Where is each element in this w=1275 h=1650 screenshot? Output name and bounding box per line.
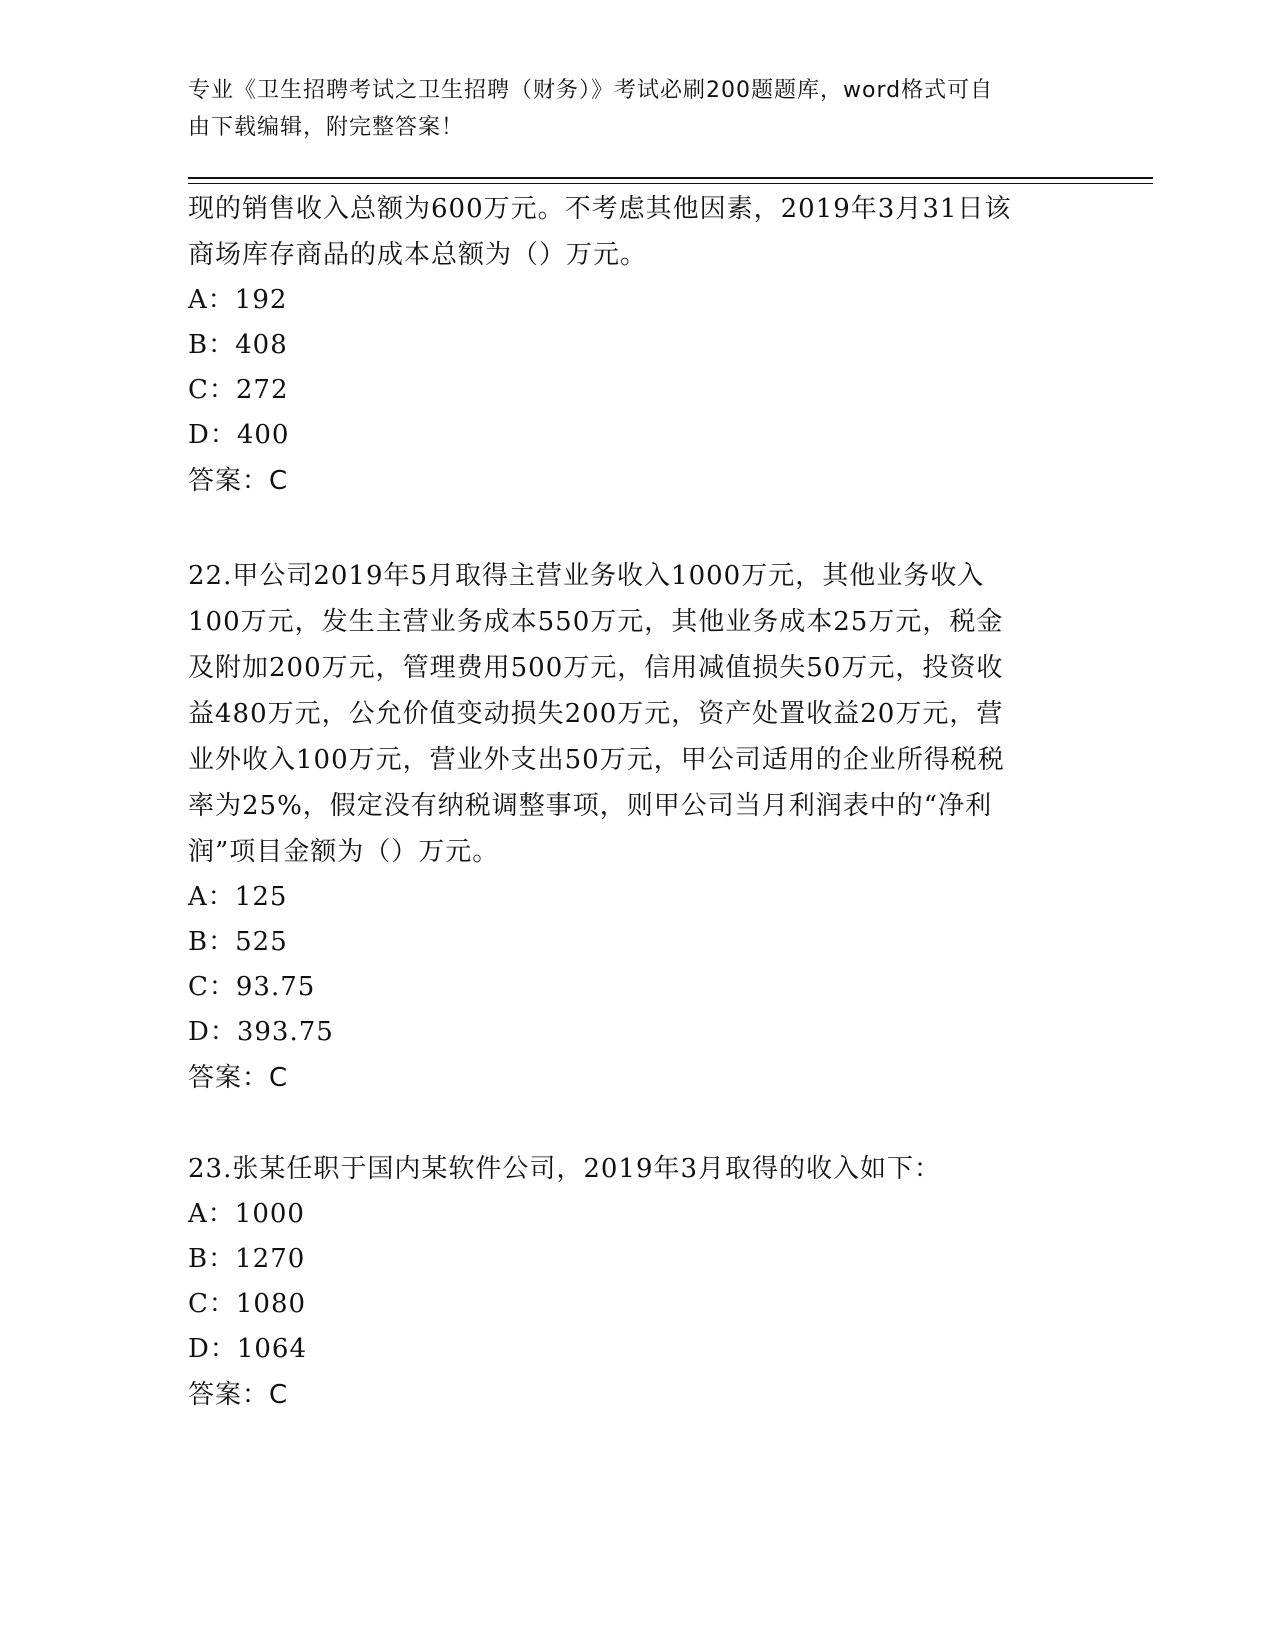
question-21-option-b: B：408 [188,330,288,360]
question-23-option-a: A：1000 [188,1199,305,1229]
question-23-option-c: C：1080 [188,1289,307,1319]
question-21-text-line-2: 商场库存商品的成本总额为（）万元。 [188,240,648,270]
question-23-option-d: D：1064 [188,1334,308,1364]
question-21-text-line-1: 现的销售收入总额为600万元。不考虑其他因素，2019年3月31日该 [188,194,1012,224]
question-21-option-c: C：272 [188,375,289,405]
question-21 [188,186,1088,504]
header-divider-thick [188,177,1153,179]
question-22-answer: 答案：C [188,1063,289,1093]
question-22-option-d: D：393.75 [188,1017,334,1047]
question-23 [188,1146,1088,1418]
question-23-text-line-1: 23.张某任职于国内某软件公司，2019年3月取得的收入如下： [188,1154,942,1184]
question-22-text-line-6: 率为25%，假定没有纳税调整事项，则甲公司当月利润表中的“净利 [188,791,993,821]
question-22 [188,553,1088,1101]
question-21-option-d: D：400 [188,420,290,450]
question-22-text-line-7: 润”项目金额为（）万元。 [188,837,500,867]
header-line-1: 专业《卫生招聘考试之卫生招聘（财务）》考试必刷200题题库，word格式可自 [188,78,994,103]
question-21-answer: 答案：C [188,466,289,496]
header-line-2: 由下载编辑，附完整答案！ [188,115,465,140]
question-22-text-line-1: 22.甲公司2019年5月取得主营业务收入1000万元，其他业务收入 [188,561,985,591]
question-22-option-b: B：525 [188,927,288,957]
question-22-option-a: A：125 [188,882,288,912]
question-22-text-line-4: 益480万元，公允价值变动损失200万元，资产处置收益20万元，营 [188,699,1004,729]
document-header [188,72,1068,146]
header-divider-thin [188,183,1153,184]
question-23-answer: 答案：C [188,1380,289,1410]
question-22-text-line-2: 100万元，发生主营业务成本550万元，其他业务成本25万元，税金 [188,607,1004,637]
question-22-text-line-5: 业外收入100万元，营业外支出50万元，甲公司适用的企业所得税税 [188,745,1005,775]
question-21-option-a: A：192 [188,285,288,315]
question-22-text-line-3: 及附加200万元，管理费用500万元，信用减值损失50万元，投资收 [188,653,1004,683]
question-23-option-b: B：1270 [188,1244,306,1274]
question-22-option-c: C：93.75 [188,972,316,1002]
